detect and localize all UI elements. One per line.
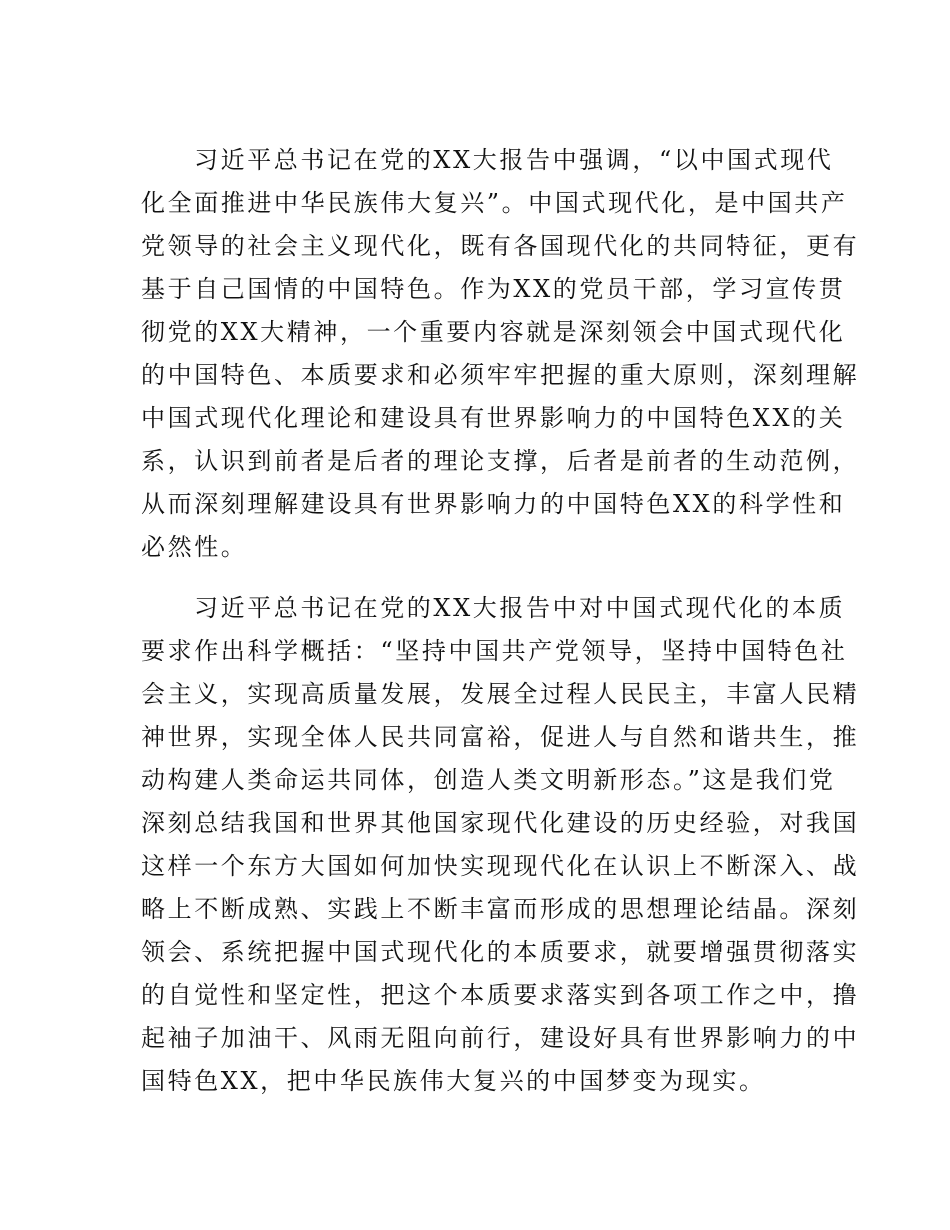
text-line: 深刻总结我国和世界其他国家现代化建设的历史经验，对我国 xyxy=(141,809,860,837)
text-line: 党领导的社会主义现代化，既有各国现代化的共同特征，更有 xyxy=(141,232,860,260)
text-line: 国特色XX，把中华民族伟大复兴的中国梦变为现实。 xyxy=(141,1067,766,1095)
text-line: 化全面推进中华民族伟大复兴”。中国式现代化，是中国共产 xyxy=(141,189,848,217)
paragraph-2 xyxy=(141,587,860,1103)
text-line: 起袖子加油干、风雨无阻向前行，建设好具有世界影响力的中 xyxy=(141,1024,860,1052)
text-line: 彻党的XX大精神，一个重要内容就是深刻领会中国式现代化 xyxy=(141,318,846,346)
text-line: 这样一个东方大国如何加快实现现代化在认识上不断深入、战 xyxy=(141,852,860,880)
text-line: 的中国特色、本质要求和必须牢牢把握的重大原则，深刻理解 xyxy=(141,361,860,389)
text-line: 中国式现代化理论和建设具有世界影响力的中国特色XX的关 xyxy=(141,404,846,432)
text-line: 系，认识到前者是后者的理论支撑，后者是前者的生动范例， xyxy=(141,447,860,475)
text-line: 领会、系统把握中国式现代化的本质要求，就要增强贯彻落实 xyxy=(141,938,860,966)
text-line: 基于自己国情的中国特色。作为XX的党员干部，学习宣传贯 xyxy=(141,275,846,303)
text-line: 会主义，实现高质量发展，发展全过程人民民主，丰富人民精 xyxy=(141,680,860,708)
document-body xyxy=(141,139,860,1121)
text-line: 的自觉性和坚定性，把这个本质要求落实到各项工作之中，撸 xyxy=(141,981,860,1009)
text-line: 略上不断成熟、实践上不断丰富而形成的思想理论结晶。深刻 xyxy=(141,895,860,923)
text-line: 习近平总书记在党的XX大报告中强调，“以中国式现代 xyxy=(194,146,834,174)
text-line: 要求作出科学概括：“坚持中国共产党领导，坚持中国特色社 xyxy=(141,637,848,665)
text-line: 从而深刻理解建设具有世界影响力的中国特色XX的科学性和 xyxy=(141,490,846,518)
text-line: 习近平总书记在党的XX大报告中对中国式现代化的本质 xyxy=(194,594,846,622)
text-line: 动构建人类命运共同体，创造人类文明新形态。”这是我们党 xyxy=(141,766,836,794)
paragraph-1 xyxy=(141,139,860,569)
text-line: 必然性。 xyxy=(141,533,248,561)
text-line: 神世界，实现全体人民共同富裕，促进人与自然和谐共生，推 xyxy=(141,723,860,751)
